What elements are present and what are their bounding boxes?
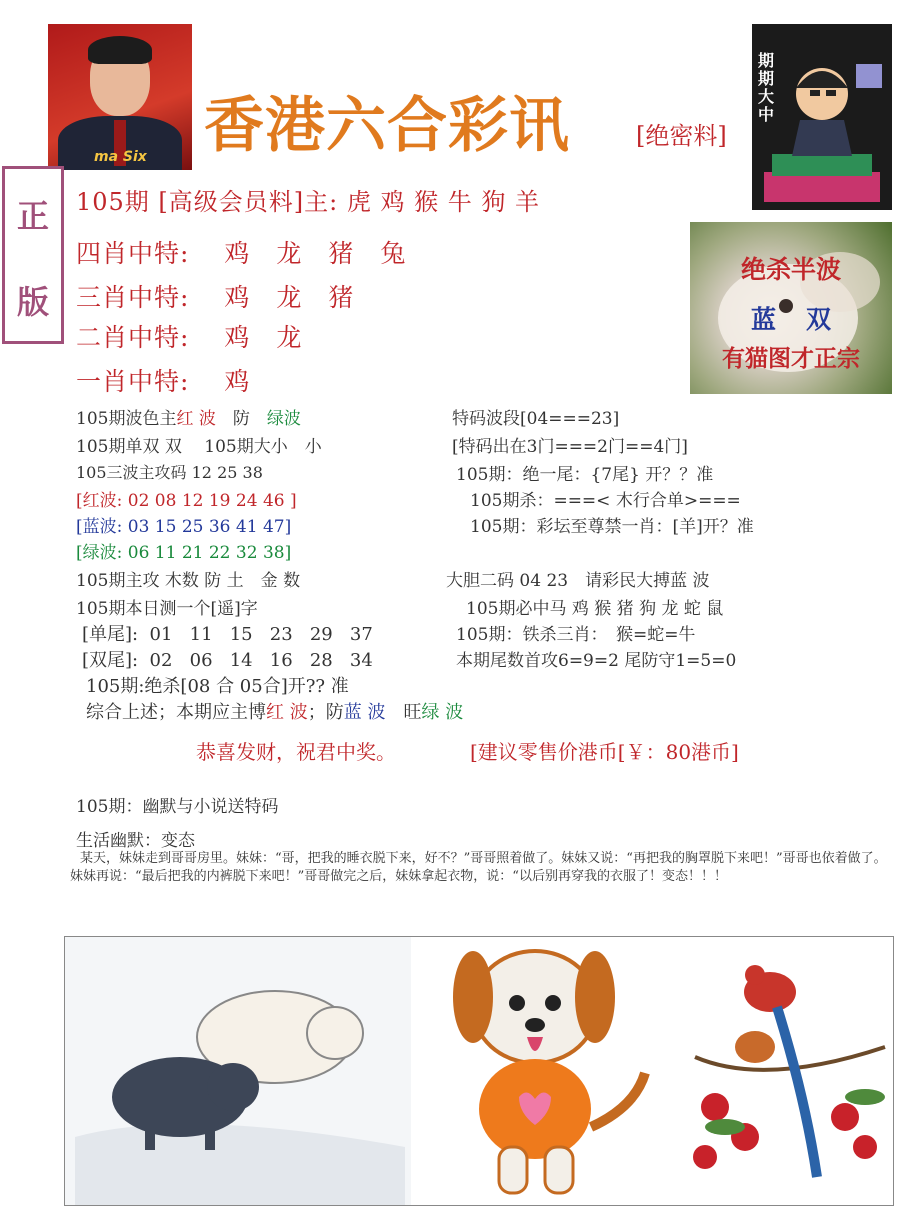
member-line: 105期 [高级会员料]主: 虎 鸡 猴 牛 狗 羊 xyxy=(76,188,541,216)
pick-three-label: 三肖中特: xyxy=(76,283,190,312)
pick-four-value: 鸡 龙 猪 兔 xyxy=(224,239,407,268)
single-tail-line: [单尾]: 01 11 15 23 29 37 xyxy=(82,624,373,645)
cat-text-line3: 有猫图才正宗 xyxy=(722,345,860,372)
wave-main-guard: 防 xyxy=(215,409,267,429)
photo-hair xyxy=(88,36,152,64)
photo-logo-text: ma Six xyxy=(94,149,147,165)
pick-one-value: 鸡 xyxy=(224,367,251,396)
wave-main-line xyxy=(76,404,301,429)
kill-three-line: 105期：铁杀三肖： 猴=蛇=牛 xyxy=(456,625,696,645)
retail-price: [建议零售价港币[￥：80港币] xyxy=(470,740,739,764)
segment-line: 特码波段[04===23] xyxy=(452,409,620,429)
story-heading: 105期：幽默与小说送特码 xyxy=(76,797,279,817)
kill-line: 105期:绝杀[08 合 05合]开?? 准 xyxy=(86,676,349,697)
congrats-wish: 恭喜发财，祝君中奖。 xyxy=(196,740,396,764)
pick-one-label: 一肖中特: xyxy=(76,367,190,396)
wave-main-green: 绿波 xyxy=(266,409,301,429)
pick-two-value: 鸡 龙 xyxy=(224,323,303,352)
summary-blue: 蓝 波 xyxy=(343,702,386,723)
story-subheading: 生活幽默：变态 xyxy=(76,831,195,851)
gates-line: [特码出在3门===2门==4门] xyxy=(452,437,688,457)
green-wave-numbers: [绿波: 06 11 21 22 32 38] xyxy=(76,543,292,563)
page-subtitle: [绝密料] xyxy=(636,122,727,150)
summary-red: 红 波 xyxy=(266,702,308,723)
story-text: 某天，妹妹走到哥哥房里。妹妹：“哥，把我的睡衣脱下来，好不？”哥哥照着做了。妹妹又说：“再把我的胸罩脱下来吧！”哥哥也依着做了。妹妹再说：“最后把我的内裤脱下来吧！”哥哥做完之后，妹妹拿起衣物，说：“以后别再穿我的衣服了！变态！！！ xyxy=(70,851,887,884)
odd-even-line: 105期单双 双 105期大小 小 xyxy=(76,437,322,457)
pick-four xyxy=(76,234,406,270)
double-tail-line: [双尾]: 02 06 14 16 28 34 xyxy=(82,650,373,671)
summary-guard: ；防 xyxy=(307,702,344,723)
pick-two-label: 二肖中特: xyxy=(76,323,190,352)
cartoon-image xyxy=(752,24,892,210)
must-win-line: 105期必中马 鸡 猴 猪 狗 龙 蛇 鼠 xyxy=(466,599,724,619)
summary-green: 绿 波 xyxy=(421,702,464,723)
summary-line xyxy=(86,698,463,724)
kill-combo-line: 105期杀：===< 木行合单>=== xyxy=(470,491,741,511)
zodiac-drawing xyxy=(65,937,894,1206)
pick-two xyxy=(76,318,302,354)
tail-numbers-line: 本期尾数首攻6=9=2 尾防守1=5=0 xyxy=(456,651,737,671)
pick-one xyxy=(76,362,250,398)
guess-word-line: 105期本日测一个[遥]字 xyxy=(76,599,258,619)
badge-char-2: 版 xyxy=(16,283,49,321)
cat-image-panel xyxy=(690,222,892,394)
host-photo xyxy=(48,24,192,170)
pick-four-label: 四肖中特: xyxy=(76,239,190,268)
three-wave-line: 105三波主攻码 12 25 38 xyxy=(76,463,263,482)
wave-main-prefix: 105期波色主 xyxy=(76,409,177,429)
two-codes-line: 大胆二码 04 23 请彩民大搏蓝 波 xyxy=(446,571,710,591)
summary-strong: 旺 xyxy=(385,702,422,723)
badge-char-1: 正 xyxy=(16,197,49,235)
page-title: 香港六合彩讯 xyxy=(204,91,570,161)
forbidden-line: 105期：彩坛至尊禁一肖：[羊]开？准 xyxy=(470,517,754,537)
main-attack-line: 105期主攻 木数 防 土 金 数 xyxy=(76,571,301,591)
pick-three-value: 鸡 龙 猪 xyxy=(224,283,355,312)
blue-wave-numbers: [蓝波: 03 15 25 36 41 47] xyxy=(76,517,292,537)
cat-text-double: 双 xyxy=(806,305,832,334)
cat-text-blue: 蓝 xyxy=(750,305,776,334)
cat-text-line2 xyxy=(690,300,892,336)
zodiac-illustrations xyxy=(64,936,894,1206)
red-wave-numbers: [红波: 02 08 12 19 24 46 ] xyxy=(76,491,297,511)
tail-line: 105期：绝一尾：{7尾} 开？？准 xyxy=(456,465,714,485)
cat-text-line1: 绝杀半波 xyxy=(740,255,841,284)
summary-prefix: 综合上述；本期应主博 xyxy=(86,702,266,723)
wave-main-red: 红 波 xyxy=(176,409,216,429)
cartoon-text: 期期大中 xyxy=(758,51,775,124)
pick-three xyxy=(76,278,354,314)
genuine-badge xyxy=(2,166,64,344)
